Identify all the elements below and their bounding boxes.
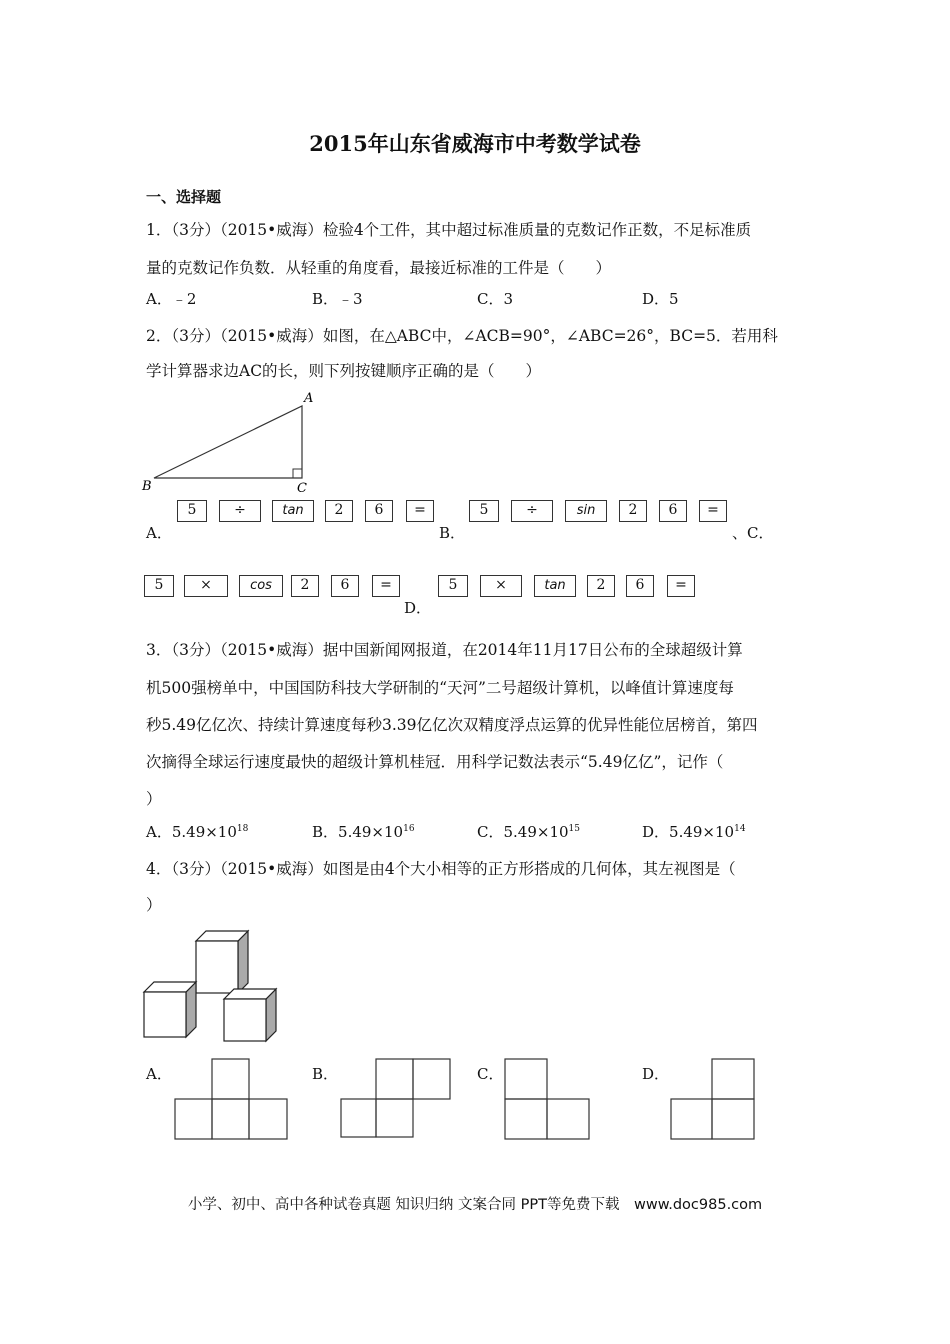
key-tan: tan [534, 575, 576, 597]
vertex-c-label: C [297, 481, 307, 496]
q4-option-b-figure [340, 1058, 456, 1142]
key-equals: = [372, 575, 400, 597]
key-divide: ÷ [219, 500, 261, 522]
q2-option-b-label: B． [439, 524, 466, 542]
key-5: 5 [177, 500, 207, 522]
q4-option-b-label: B． [312, 1065, 339, 1083]
q2-line1: 2．（3分）（2015•威海）如图，在△ABC中，∠ACB=90°，∠ABC=26°，BC=5．若用科 [146, 327, 778, 345]
q2-line2: 学计算器求边AC的长，则下列按键顺序正确的是（ ） [146, 362, 542, 380]
key-6: 6 [626, 575, 654, 597]
key-divide: ÷ [511, 500, 553, 522]
key-5: 5 [469, 500, 499, 522]
vertex-a-label: A [304, 391, 314, 406]
key-5: 5 [438, 575, 468, 597]
q3-option-d: D．$5.49\times 10^{14}$ [642, 823, 746, 841]
triangle-abc [154, 406, 302, 478]
vertex-b-label: B [142, 479, 152, 494]
q3-option-a: A．$5.49\times 10^{18}$ [146, 823, 249, 841]
key-6: 6 [331, 575, 359, 597]
q1-option-c: C．3 [477, 290, 514, 308]
right-angle-mark [293, 469, 302, 478]
q3-option-b: B．$5.49\times 10^{16}$ [312, 823, 415, 841]
q4-line1: 4．（3分）（2015•威海）如图是由4个大小相等的正方形搭成的几何体，其左视图是（ [146, 860, 736, 878]
q1-option-d: D．5 [642, 290, 679, 308]
section-heading: 一、选择题 [146, 188, 222, 206]
page-title: 2015年山东省威海市中考数学试卷 [309, 131, 641, 156]
cube-solid-figure [140, 925, 285, 1045]
key-2: 2 [325, 500, 353, 522]
key-multiply: × [184, 575, 228, 597]
key-multiply: × [480, 575, 522, 597]
q3-line3: 秒5.49亿亿次、持续计算速度每秒3.39亿亿次双精度浮点运算的优异性能位居榜首，第四 [146, 716, 758, 734]
key-6: 6 [365, 500, 393, 522]
q4-option-a-label: A． [146, 1065, 172, 1083]
key-tan: tan [272, 500, 314, 522]
q3-line1: 3．（3分）（2015•威海）据中国新闻网报道，在2014年11月17日公布的全球超级计算 [146, 641, 743, 659]
key-2: 2 [291, 575, 319, 597]
q4-line2: ） [146, 896, 162, 914]
q1-line2: 量的克数记作负数．从轻重的角度看，最接近标准的工件是（ ） [146, 259, 612, 277]
q4-option-c-label: C． [477, 1065, 504, 1083]
q2-option-a-label: A． [146, 524, 172, 542]
q3-line2: 机500强榜单中，中国国防科技大学研制的“天河”二号超级计算机，以峰值计算速度每 [146, 679, 734, 697]
q4-option-d-figure [670, 1058, 760, 1142]
q4-option-c-figure [504, 1058, 594, 1142]
triangle-figure [140, 388, 325, 498]
footer-text: 小学、初中、高中各种试卷真题 知识归纳 文案合同 PPT等免费下载 www.doc985.com [187, 1197, 763, 1213]
key-5: 5 [144, 575, 174, 597]
q3-option-c: C．$5.49\times 10^{15}$ [477, 823, 580, 841]
q1-option-a: A．﹣2 [146, 290, 197, 308]
q2-option-d-label: D． [404, 599, 432, 617]
key-equals: = [406, 500, 434, 522]
key-cos: cos [239, 575, 283, 597]
q1-line1: 1．（3分）（2015•威海）检验4个工件，其中超过标准质量的克数记作正数，不足标准质 [146, 221, 752, 239]
key-sin: sin [565, 500, 607, 522]
key-6: 6 [659, 500, 687, 522]
q1-option-b: B．﹣3 [312, 290, 363, 308]
key-equals: = [667, 575, 695, 597]
key-2: 2 [587, 575, 615, 597]
q2-option-c-label: 、C． [732, 524, 774, 542]
key-equals: = [699, 500, 727, 522]
q3-line5: ） [146, 790, 162, 808]
key-2: 2 [619, 500, 647, 522]
q3-line4: 次摘得全球运行速度最快的超级计算机桂冠．用科学记数法表示“5.49亿亿”，记作（ [146, 753, 724, 771]
q4-option-a-figure [174, 1058, 290, 1142]
q4-option-d-label: D． [642, 1065, 670, 1083]
